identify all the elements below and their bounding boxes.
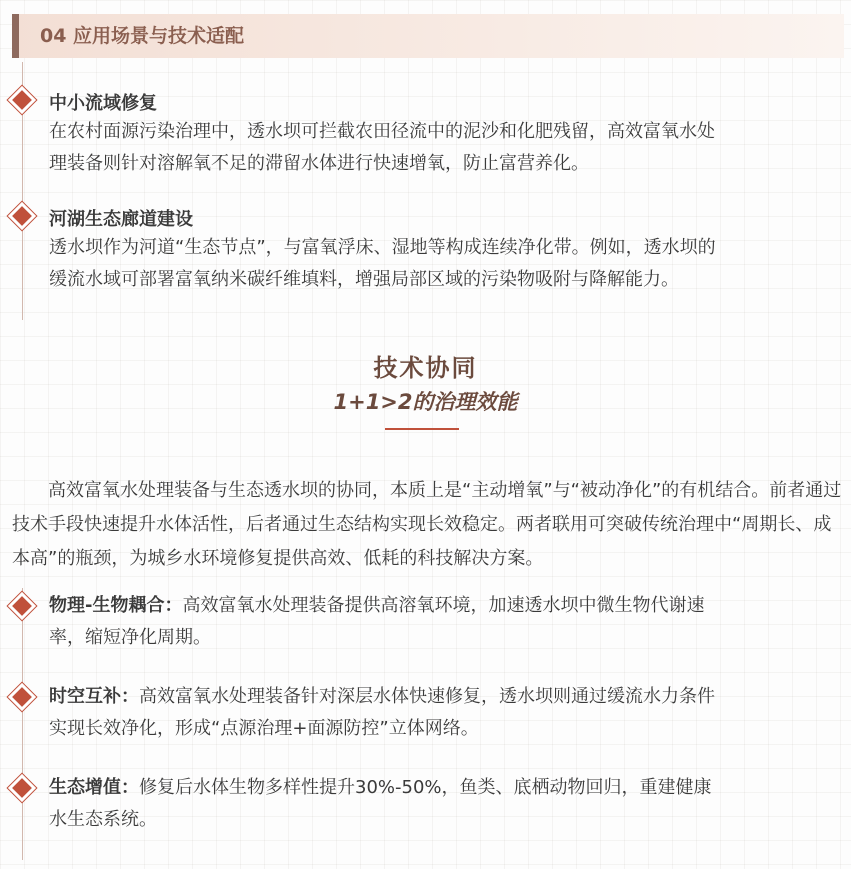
scenario-title: 中小流域修复 (49, 93, 157, 114)
section-divider (385, 428, 459, 430)
scenario-text (49, 116, 839, 180)
diamond-bullet-icon (8, 592, 36, 620)
section-subtitle: 1+1>2的治理效能 (333, 390, 518, 414)
scenario-text (49, 232, 839, 296)
text-line: 高效富氧水处理装备提供高溶氧环境，加速透水坝中微生物代谢速 (182, 595, 705, 616)
text-line: 理装备则针对溶解氧不足的滞留水体进行快速增氧，防止富营养化。 (49, 153, 589, 174)
section-header (12, 14, 844, 58)
diamond-bullet-icon (8, 683, 36, 711)
text-line: 理中“周期长、成本高”的瓶颈，为城乡水环境修复提供高效、低耗的科技解决方案。 (12, 514, 832, 569)
header-accent-bar (12, 14, 19, 58)
diamond-bullet-icon (8, 202, 36, 230)
timeline-line-bottom (22, 588, 23, 860)
diamond-bullet-icon (8, 774, 36, 802)
intro-paragraph (12, 474, 844, 576)
header-title: 04 应用场景与技术适配 (40, 25, 245, 47)
text-line: 透水坝作为河道“生态节点”，与富氧浮床、湿地等构成连续净化带。例如，透水坝的 (49, 237, 716, 258)
text-line: 在农村面源污染治理中，透水坝可拦截农田径流中的泥沙和化肥残留，高效富氧水处 (49, 121, 715, 142)
text-line: 修复后水体生物多样性提升30%-50%，鱼类、底栖动物回归，重建健康 (139, 777, 712, 798)
synergy-label: 物理-生物耦合： (49, 595, 183, 616)
section-title: 技术协同 (373, 354, 478, 382)
synergy-text (49, 590, 839, 654)
synergy-label: 时空互补： (49, 686, 139, 707)
text-line: 实现长效净化，形成“点源治理+面源防控”立体网络。 (49, 718, 479, 739)
text-line: 水生态系统。 (49, 809, 157, 830)
synergy-text (49, 772, 839, 836)
scenario-title: 河湖生态廊道建设 (49, 209, 193, 230)
text-line: 高效富氧水处理装备针对深层水体快速修复，透水坝则通过缓流水力条件 (139, 686, 715, 707)
text-line: 前者通过技术手段快速提升水体活性，后者通过生态结构实现长效稳定。两者联用可突破传统治 (12, 480, 842, 535)
diamond-bullet-icon (8, 86, 36, 114)
text-line: 缓流水域可部署富氧纳米碳纤维填料，增强局部区域的污染物吸附与降解能力。 (49, 269, 679, 290)
synergy-label: 生态增值： (49, 777, 139, 798)
text-line: 率，缩短净化周期。 (49, 627, 211, 648)
text-line: 高效富氧水处理装备与生态透水坝的协同，本质上是“主动增氧”与“被动净化”的有机结合。 (48, 480, 770, 501)
synergy-text (49, 681, 839, 745)
